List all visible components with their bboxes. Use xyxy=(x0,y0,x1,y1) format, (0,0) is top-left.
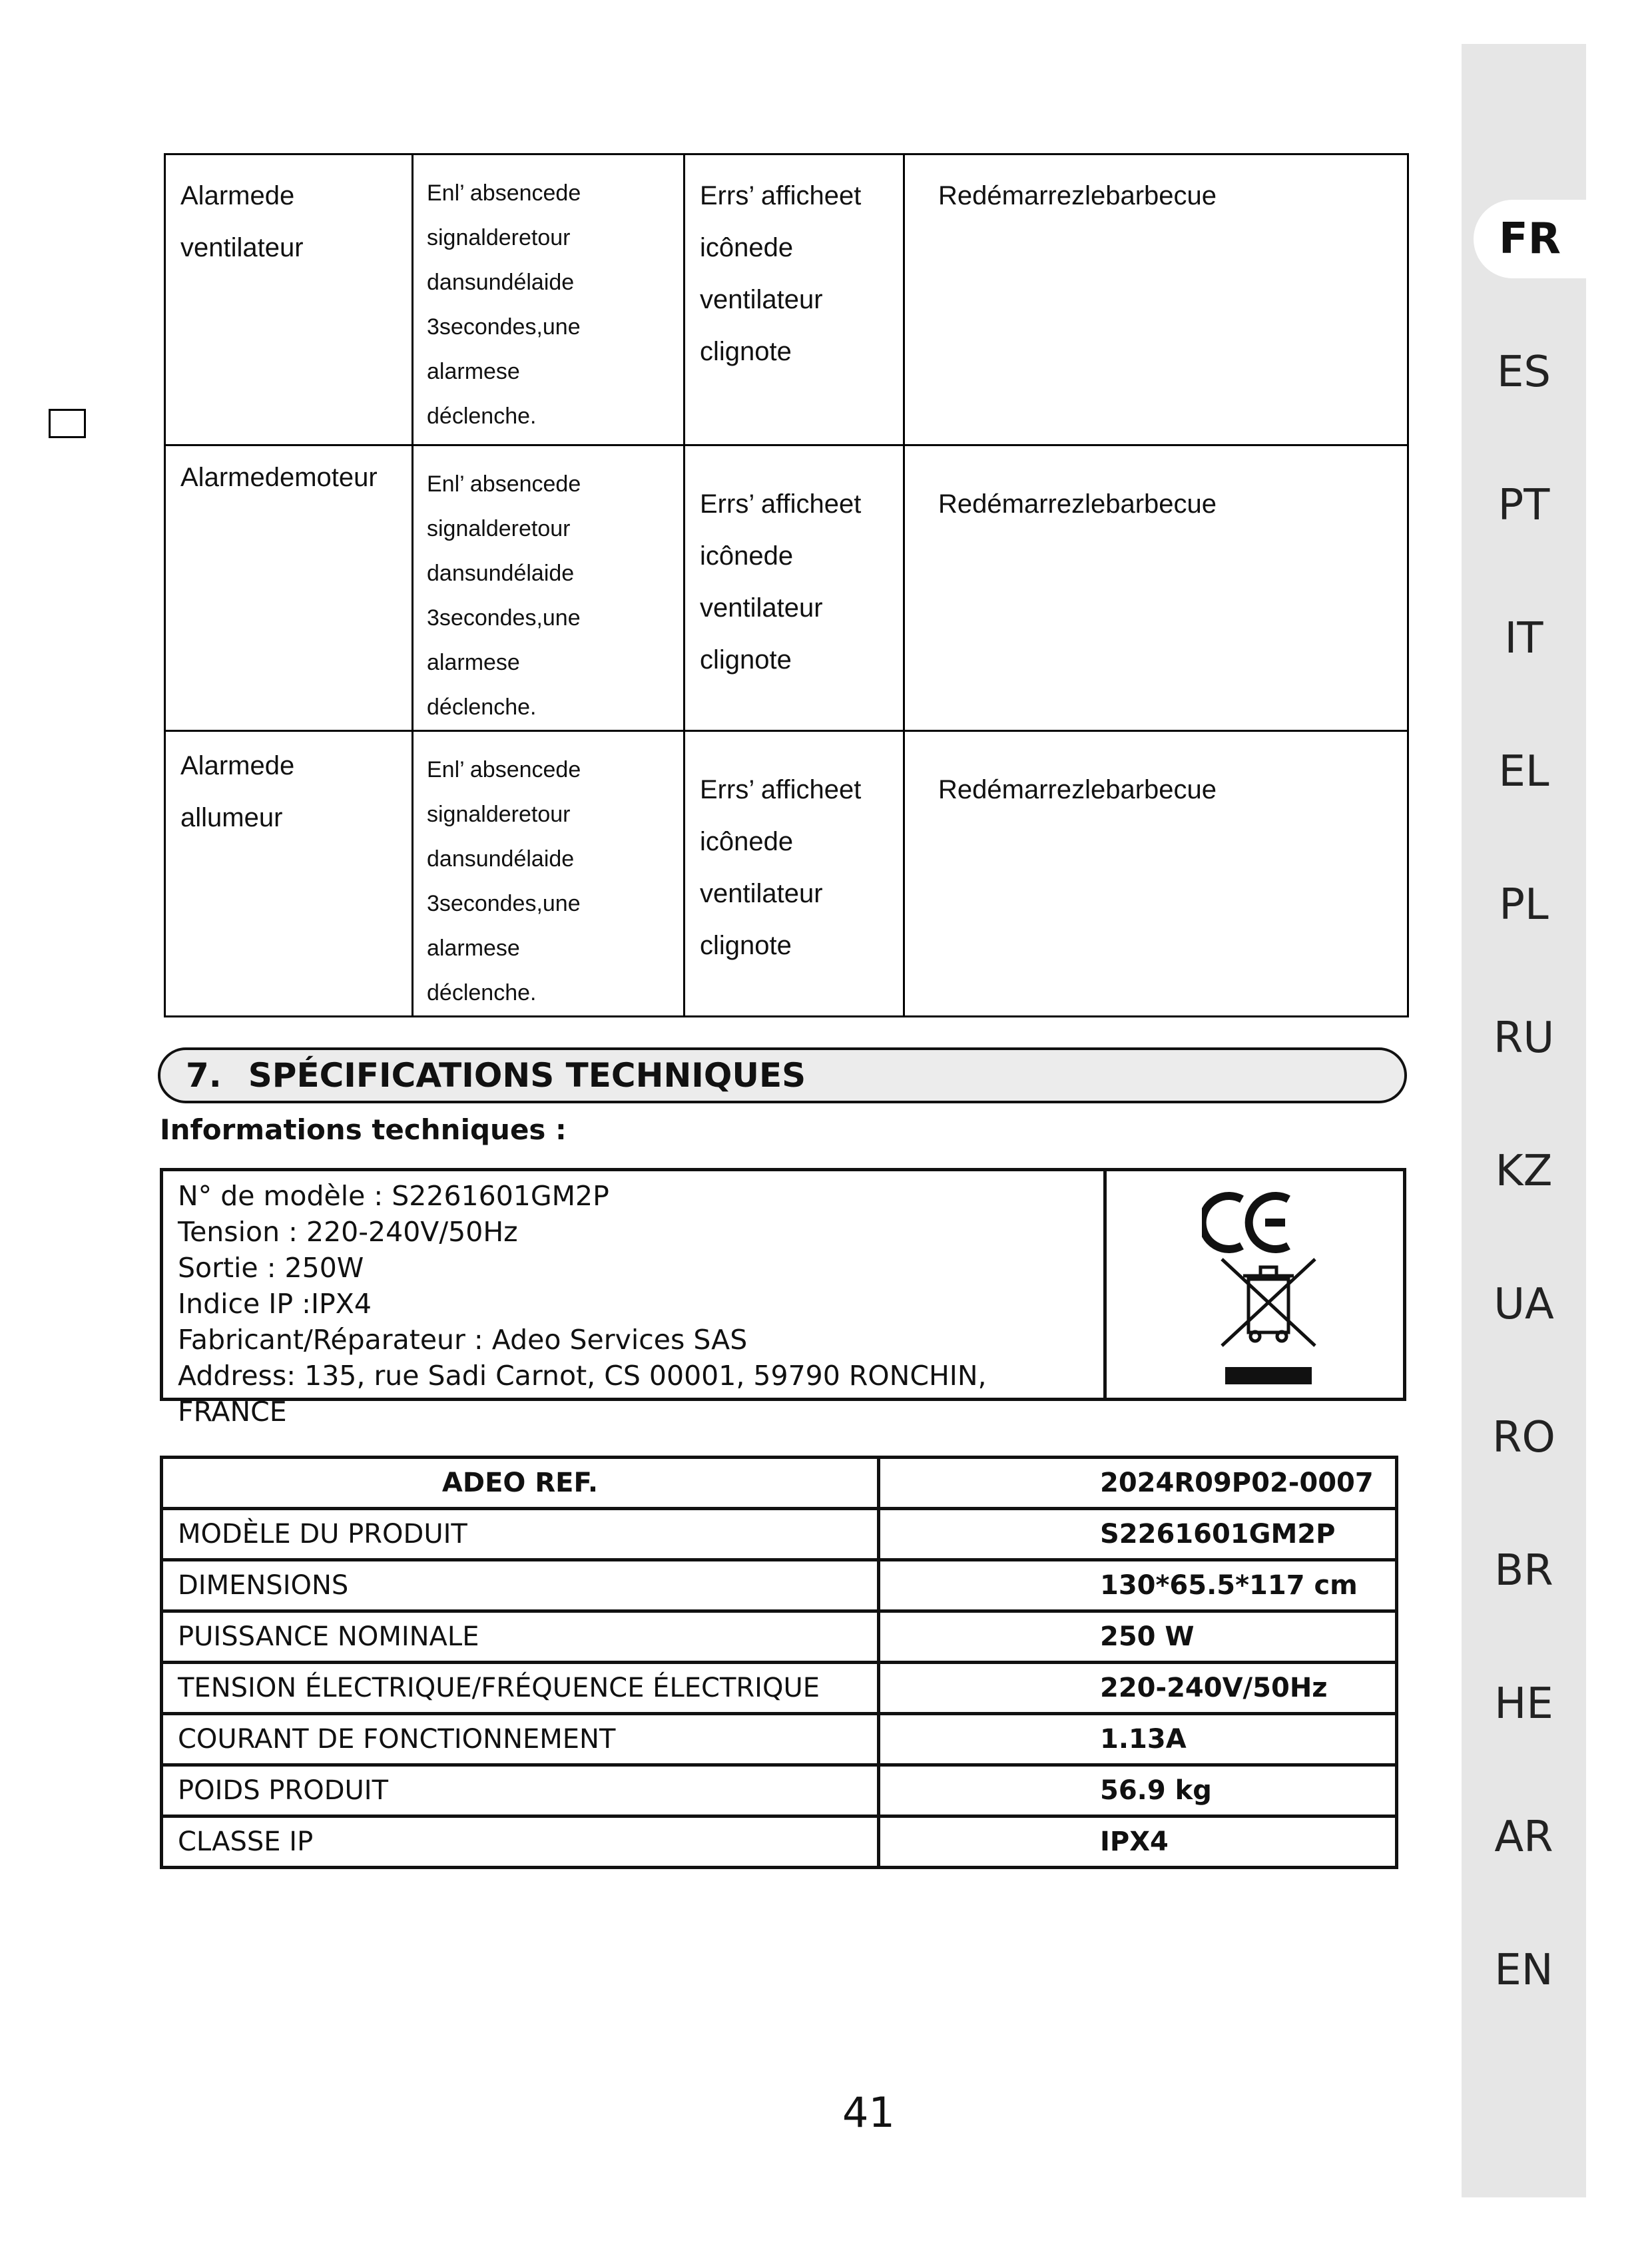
alarm-name-line: Alarmedemoteur xyxy=(180,463,378,492)
tech-info-line: Sortie : 250W xyxy=(178,1252,364,1284)
spec-label: PUISSANCE NOMINALE xyxy=(162,1611,879,1663)
section-heading xyxy=(158,1047,1407,1103)
alarm-display-cell xyxy=(685,154,904,445)
alarm-action-cell xyxy=(904,731,1408,1017)
alarm-cause-line: Enl’ absencede xyxy=(427,471,581,497)
spec-header-value: 2024R09P02-0007 xyxy=(879,1458,1397,1509)
tech-info-line: Indice IP :IPX4 xyxy=(178,1288,372,1320)
table-row xyxy=(165,731,1408,1017)
alarm-cause-line: dansundélaide xyxy=(427,270,575,295)
lang-tab-ro[interactable]: RO xyxy=(1492,1413,1555,1462)
alarm-cause-line: déclenche. xyxy=(427,404,537,429)
table-row xyxy=(162,1611,1397,1663)
spec-label: DIMENSIONS xyxy=(162,1560,879,1611)
lang-tab-it[interactable]: IT xyxy=(1504,614,1543,663)
table-row xyxy=(162,1560,1397,1611)
info-subtitle: Informations techniques : xyxy=(160,1113,567,1146)
alarm-name-cell xyxy=(165,445,413,731)
table-row xyxy=(162,1663,1397,1714)
spec-value: IPX4 xyxy=(879,1817,1397,1868)
spec-value: 250 W xyxy=(879,1611,1397,1663)
alarm-display-cell xyxy=(685,445,904,731)
alarm-cause-line: 3secondes,une xyxy=(427,891,581,916)
alarm-action-text: Redémarrezlebarbecue xyxy=(938,775,1217,804)
spec-value: S2261601GM2P xyxy=(879,1509,1397,1560)
weee-bar xyxy=(1225,1367,1312,1384)
lang-tab-es[interactable]: ES xyxy=(1496,348,1551,397)
alarm-display-cell xyxy=(685,731,904,1017)
alarm-display-line: clignote xyxy=(700,645,792,675)
alarm-cause-line: dansundélaide xyxy=(427,846,575,872)
lang-tab-en[interactable]: EN xyxy=(1494,1946,1553,1995)
spec-value: 1.13A xyxy=(879,1714,1397,1765)
alarm-cause-line: déclenche. xyxy=(427,695,537,720)
alarm-display-line: ventilateur xyxy=(700,879,823,908)
spec-value: 56.9 kg xyxy=(879,1765,1397,1817)
lang-tab-ar[interactable]: AR xyxy=(1494,1813,1553,1862)
ce-mark-icon xyxy=(1203,1196,1288,1249)
alarm-cause-line: 3secondes,une xyxy=(427,314,581,340)
weee-bin-icon xyxy=(1222,1259,1315,1346)
lang-tab-kz[interactable]: KZ xyxy=(1495,1147,1553,1196)
alarm-display-line: Errs’ afficheet xyxy=(700,489,862,519)
spec-label: POIDS PRODUIT xyxy=(162,1765,879,1817)
alarm-cause-cell xyxy=(413,154,685,445)
alarm-action-text: Redémarrezlebarbecue xyxy=(938,181,1217,210)
compliance-marks xyxy=(1202,1179,1362,1392)
spec-label: MODÈLE DU PRODUIT xyxy=(162,1509,879,1560)
lang-tab-fr[interactable]: FR xyxy=(1474,200,1598,278)
section-number: 7. xyxy=(186,1056,222,1095)
alarm-name-line: Alarmede xyxy=(180,751,295,780)
tech-info-line: N° de modèle : S2261601GM2P xyxy=(178,1180,609,1212)
table-row xyxy=(162,1458,1397,1509)
table-row xyxy=(162,1765,1397,1817)
alarm-name-cell xyxy=(165,154,413,445)
alarm-display-line: Errs’ afficheet xyxy=(700,775,862,804)
lang-tab-pl[interactable]: PL xyxy=(1499,880,1549,930)
section-title: SPÉCIFICATIONS TECHNIQUES xyxy=(248,1056,806,1095)
alarm-cause-line: signalderetour xyxy=(427,225,571,250)
spec-table xyxy=(160,1456,1398,1869)
tech-info-box xyxy=(160,1168,1406,1428)
alarm-cause-line: alarmese xyxy=(427,359,520,384)
alarm-display-line: ventilateur xyxy=(700,285,823,314)
alarm-name-line: Alarmede xyxy=(180,181,295,210)
alarm-cause-line: Enl’ absencede xyxy=(427,757,581,782)
alarm-cause-line: signalderetour xyxy=(427,802,571,827)
alarm-cause-line: 3secondes,une xyxy=(427,605,581,631)
alarm-table xyxy=(164,153,1409,1017)
alarm-display-line: icônede xyxy=(700,233,794,262)
lang-tab-pt[interactable]: PT xyxy=(1498,481,1550,530)
alarm-action-cell xyxy=(904,154,1408,445)
alarm-cause-line: signalderetour xyxy=(427,516,571,541)
table-row xyxy=(162,1509,1397,1560)
alarm-cause-line: déclenche. xyxy=(427,980,537,1005)
alarm-name-cell xyxy=(165,731,413,1017)
tech-info-line: Fabricant/Réparateur : Adeo Services SAS xyxy=(178,1324,748,1356)
lang-tab-ru[interactable]: RU xyxy=(1493,1013,1555,1063)
alarm-display-line: clignote xyxy=(700,337,792,366)
empty-box xyxy=(49,409,86,438)
page-number: 41 xyxy=(842,2088,895,2137)
alarm-cause-line: Enl’ absencede xyxy=(427,180,581,206)
lang-tab-br[interactable]: BR xyxy=(1494,1546,1553,1595)
language-sidebar xyxy=(1462,44,1586,2197)
tech-info-line: Address: 135, rue Sadi Carnot, CS 00001, 59790 RONCHIN, FRANCE xyxy=(178,1360,987,1428)
alarm-action-text: Redémarrezlebarbecue xyxy=(938,489,1217,519)
alarm-display-line: ventilateur xyxy=(700,593,823,623)
alarm-display-line: icônede xyxy=(700,827,794,856)
spec-label: TENSION ÉLECTRIQUE/FRÉQUENCE ÉLECTRIQUE xyxy=(162,1663,879,1714)
spec-value: 220-240V/50Hz xyxy=(879,1663,1397,1714)
alarm-display-line: Errs’ afficheet xyxy=(700,181,862,210)
alarm-cause-line: dansundélaide xyxy=(427,561,575,586)
alarm-cause-line: alarmese xyxy=(427,650,520,675)
alarm-name-line: allumeur xyxy=(180,803,283,832)
table-row xyxy=(162,1817,1397,1868)
alarm-action-cell xyxy=(904,445,1408,731)
alarm-display-line: icônede xyxy=(700,541,794,571)
info-divider xyxy=(1103,1171,1107,1398)
alarm-display-line: clignote xyxy=(700,931,792,960)
table-row xyxy=(165,154,1408,445)
table-row xyxy=(162,1714,1397,1765)
tech-info-text xyxy=(178,1178,1097,1430)
spec-header-label: ADEO REF. xyxy=(162,1458,879,1509)
alarm-cause-cell xyxy=(413,445,685,731)
alarm-cause-cell xyxy=(413,731,685,1017)
lang-tab-he[interactable]: HE xyxy=(1494,1679,1553,1729)
alarm-cause-line: alarmese xyxy=(427,936,520,961)
alarm-name-line: ventilateur xyxy=(180,233,304,262)
spec-value: 130*65.5*117 cm xyxy=(879,1560,1397,1611)
spec-label: CLASSE IP xyxy=(162,1817,879,1868)
tech-info-line: Tension : 220-240V/50Hz xyxy=(178,1216,518,1248)
lang-tab-el[interactable]: EL xyxy=(1498,747,1549,796)
lang-tab-ua[interactable]: UA xyxy=(1494,1280,1554,1329)
spec-label: COURANT DE FONCTIONNEMENT xyxy=(162,1714,879,1765)
table-row xyxy=(165,445,1408,731)
